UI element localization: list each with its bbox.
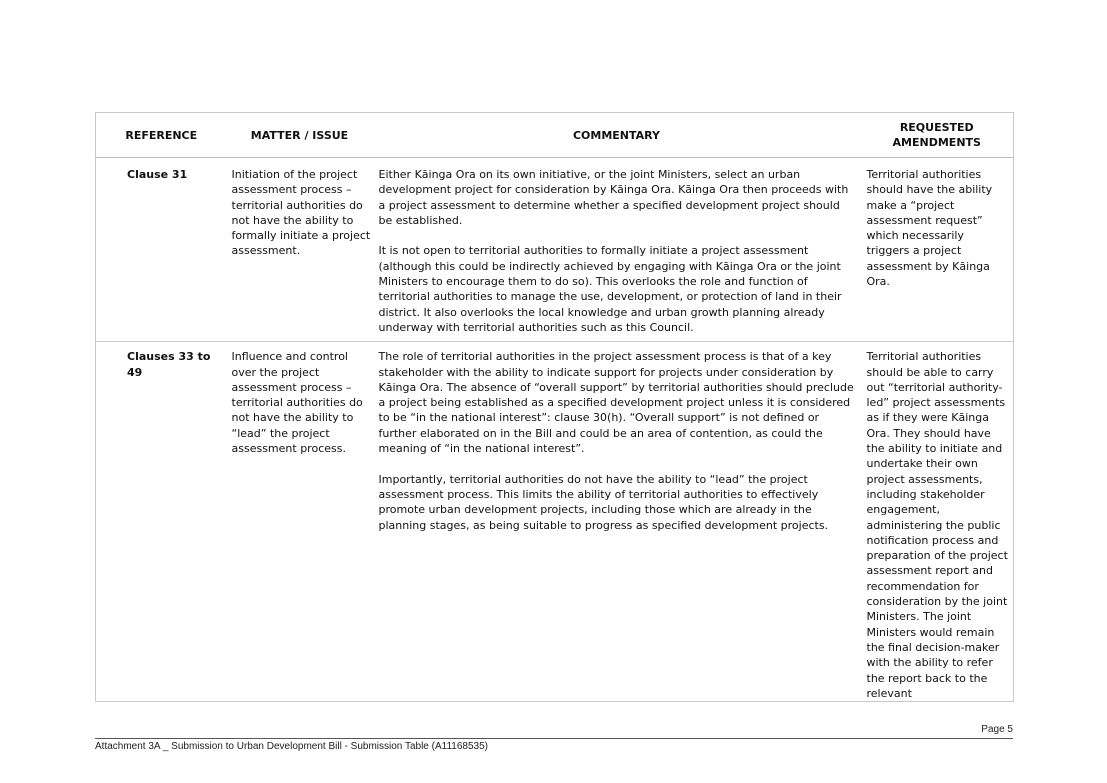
commentary-paragraph: It is not open to territorial authorities to formally initiate a project assessment (although this could be indirectly achieved by engaging with Kāinga Ora or the joint Ministers to encourage them to do so). This overlooks the role and function of territorial authorities to manage the use, development, or protection of land in their district. It also overlooks the local knowledge and urban growth planning already underway with territorial authorities such as this Council. [378, 244, 842, 334]
page-number: Page 5 [981, 724, 1013, 735]
commentary-paragraph: The role of territorial authorities in the project assessment process is that of a key stakeholder with the ability to indicate support for projects under consideration by Kāinga Ora. The absence of “overall support” by territorial authorities should preclude a project being established as a specified development project unless it is considered to be “in the national interest”: clause 30(h). “Overall support” is not defined or further elaborated on in the Bill and could be an area of contention, as could the meaning of “in the national interest”. [378, 350, 854, 456]
footer-divider [95, 738, 1013, 739]
table-row [96, 158, 1014, 342]
row-amendments: Territorial authorities should have the ability make a “project assessment request” which necessarily triggers a project assessment by Kāinga Ora. [861, 158, 1014, 342]
row-matter: Initiation of the project assessment process – territorial authorities do not have the ability to formally initiate a project assessment. [227, 158, 373, 342]
row-amendments: Territorial authorities should be able to carry out “territorial authority-led” project assessments as if they were Kāinga Ora. They should have the ability to initiate and undertake their own project assessments, including stakeholder engagement, administering the public notification process and preparation of the project assessment report and recommendation for consideration by the joint Ministers. The joint Ministers would remain the final decision-maker with the ability to refer the report back to the relevant [866, 350, 1008, 700]
row-matter: Influence and control over the project assessment process – territorial authorities do not have the ability to “lead” the project assessment process. [231, 350, 363, 456]
row-commentary [373, 158, 861, 342]
footer-document-title: Attachment 3A _ Submission to Urban Development Bill - Submission Table (A11168535) [95, 741, 488, 752]
commentary-paragraph: Either Kāinga Ora on its own initiative, or the joint Ministers, select an urban development project for consideration by Kāinga Ora. Kāinga Ora then proceeds with a project assessment to determine whether a specified development project should be established. [378, 168, 849, 227]
table-row [96, 342, 1014, 702]
header-requested-line2: AMENDMENTS [892, 136, 981, 149]
row-commentary [373, 342, 861, 702]
table-header [96, 113, 1014, 158]
row-reference: Clauses 33 to 49 [127, 350, 211, 379]
header-reference: REFERENCE [96, 113, 227, 158]
submission-table [95, 112, 1014, 702]
header-commentary: COMMENTARY [373, 113, 861, 158]
commentary-paragraph: Importantly, territorial authorities do not have the ability to “lead” the project assessment process. This limits the ability of territorial authorities to effectively promote urban development projects, including those which are already in the planning stages, as being suitable to progress as specified development projects. [378, 472, 829, 532]
header-requested-amendments [861, 113, 1014, 158]
row-reference: Clause 31 [96, 158, 227, 342]
header-matter: MATTER / ISSUE [227, 113, 373, 158]
header-requested-line1: REQUESTED [899, 121, 974, 134]
